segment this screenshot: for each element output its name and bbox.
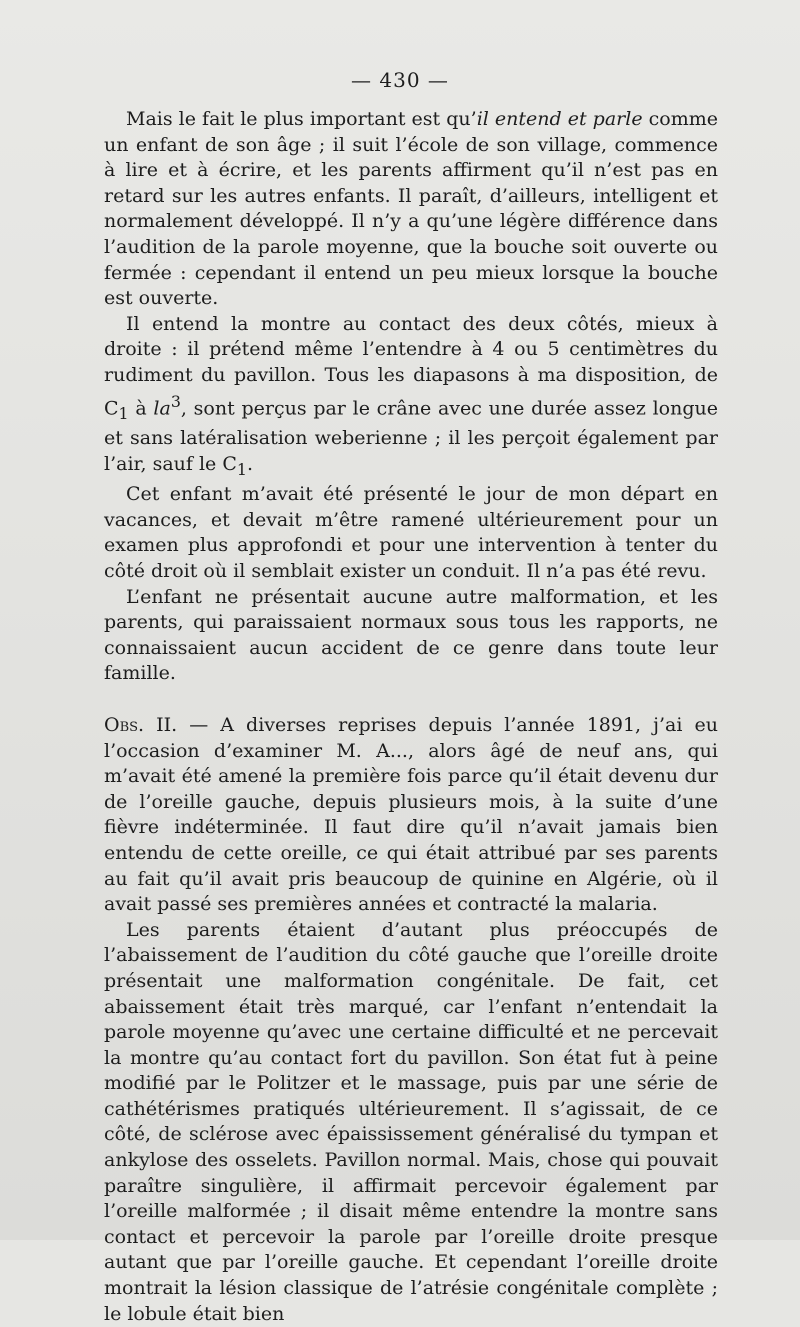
page-number: — 430 —	[351, 68, 449, 92]
paragraph-1	[104, 107, 718, 312]
paragraph-2-part-2: à	[128, 396, 154, 419]
paragraph-2	[104, 312, 718, 482]
superscript-3: 3	[170, 391, 181, 411]
paragraph-4: L’enfant ne présentait aucune autre malformation, et les parents, qui paraissaient normaux sous tous les rapports, ne connaissaient aucun accident de ce genre dans toute leur famille.	[104, 585, 718, 685]
subscript-c1-a: 1	[118, 403, 129, 423]
paragraph-2-part-4: .	[246, 452, 254, 475]
observation-label: Obs. II.	[104, 713, 178, 736]
body-text	[104, 107, 718, 1327]
paragraph-3: Cet enfant m’avait été présenté le jour de mon départ en vacances, et devait m’être ramené ultérieurement pour un examen plus approfondi et pour une intervention à tenter du côté droit où il semblait exister un conduit. Il n’a pas été revu.	[104, 483, 718, 583]
subscript-c1-b: 1	[236, 459, 247, 479]
paragraph-6: Les parents étaient d’autant plus préoccupés de l’abaissement de l’audition du côté gauche que l’oreille droite présentait une malformation congénitale. De fait, cet abaissement était très marqué, car l’enfant n’entendait la parole moyenne qu’avec une certaine difficulté et ne percevait la montre qu’au contact fort du pavillon. Son état fut à peine modifié par le Politzer et le massage, puis par une série de cathétérismes pratiqués ultérieurement. Il s’agissait, de ce côté, de sclérose avec épaississement généralisé du tympan et ankylose des osselets. Pavillon normal. Mais, chose qui pouvait paraître singulière, il affirmait percevoir également par l’oreille malformée ; il disait même entendre la montre sans contact et percevoir la parole par l’oreille droite presque autant que par l’oreille gauche. Et cependant l’oreille droite montrait la lésion classique de l’atrésie congénitale complète ; le lobule était bien	[104, 918, 718, 1325]
paragraph-2-part-1: Il entend la montre au contact des deux côtés, mieux à droite : il prétend même l’entendre à 4 ou 5 centimètres du rudiment du pavillon. Tous les diapasons à ma disposition, de C	[104, 312, 718, 419]
paragraph-2-part-3: , sont perçus par le crâne avec une durée assez longue et sans latéralisation weberienne ; il les perçoit également par l’air, sauf le C	[104, 396, 718, 475]
paragraph-1-emphasis: il entend et parle	[476, 108, 643, 130]
paragraph-1-rest: comme un enfant de son âge ; il suit l’école de son village, commence à lire et à écrire, et les parents affirment qu’il n’est pas en retard sur les autres enfants. Il paraît, d’ailleurs, intelligent et normalement développé. Il n’y a qu’une légère différence dans l’audition de la parole moyenne, que la bouche soit ouverte ou fermée : cependant il entend un peu mieux lorsque la bouche est ouverte.	[104, 108, 718, 310]
observation-2	[104, 713, 718, 918]
observation-2-text: — A diverses reprises depuis l’année 1891, j’ai eu l’occasion d’examiner M. A..., alors âgé de neuf ans, qui m’avait été amené la première fois parce qu’il était devenu dur de l’oreille gauche, depuis plusieurs mois, à la suite d’une fièvre indéterminée. Il faut dire qu’il n’avait jamais bien entendu de cette oreille, ce qui était attribué par ses parents au fait qu’il avait pris beaucoup de quinine en Algérie, où il avait passé ses premières années et contracté la malaria.	[104, 713, 718, 916]
paragraph-1-start: Mais le fait le plus important est qu’	[126, 108, 477, 130]
musical-note-la: la	[153, 396, 171, 419]
